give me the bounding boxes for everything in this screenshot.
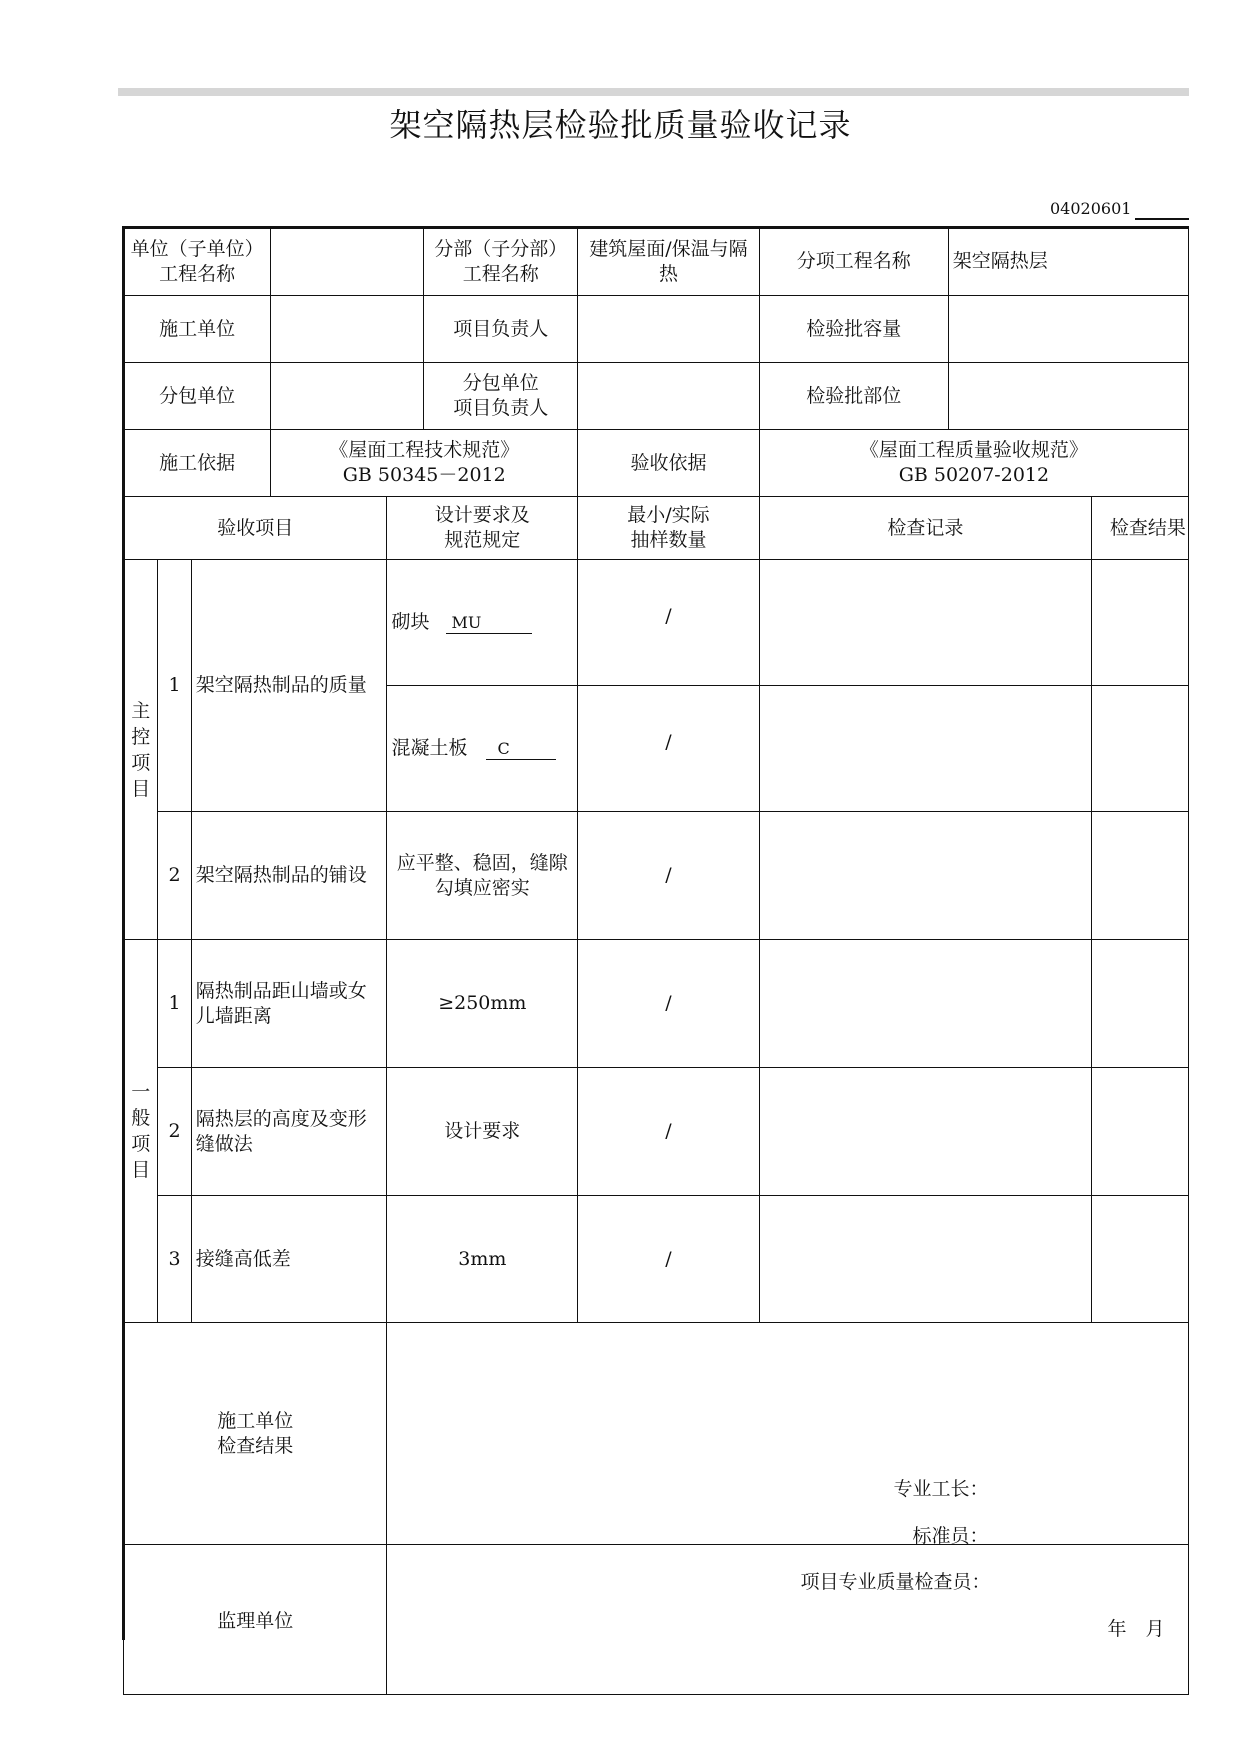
accept-basis-label: 验收依据 (578, 430, 760, 497)
item-name: 隔热层的高度及变形缝做法 (191, 1068, 387, 1196)
code-underline (1135, 218, 1189, 220)
contractor-check-label: 施工单位 检查结果 (124, 1323, 387, 1545)
col-result: 检查结果 (1091, 497, 1188, 560)
contractor-check-signature[interactable] (387, 1323, 1189, 1640)
subpart-name-value[interactable]: 建筑屋面/保温与隔 热 (578, 228, 760, 296)
top-rule (118, 88, 1189, 96)
general-label: 一 般 项 目 (124, 940, 158, 1323)
capacity-value[interactable] (948, 296, 1188, 363)
col-item: 验收项目 (124, 497, 387, 560)
subpart-name-label: 分部（子分部） 工程名称 (424, 228, 578, 296)
subcontractor-label: 分包单位 (124, 363, 271, 430)
record-cell[interactable] (759, 1068, 1091, 1196)
item-number: 1 (158, 940, 191, 1068)
supervisor-label: 监理单位 (124, 1545, 387, 1695)
main-control-label: 主 控 项 目 (124, 560, 158, 940)
sub-pm-label: 分包单位 项目负责人 (424, 363, 578, 430)
requirement-cell: 混凝土板 C (387, 686, 578, 812)
grade-fill[interactable]: C (486, 739, 556, 760)
requirement-cell: 应平整、稳固，缝隙勾填应密实 (387, 812, 578, 940)
foreman-label: 专业工长： (893, 1477, 989, 1500)
column-header-row (124, 497, 1189, 560)
sample-cell: / (578, 940, 760, 1068)
subitem-name-value[interactable]: 架空隔热层 (948, 228, 1188, 296)
contractor-label: 施工单位 (124, 296, 271, 363)
item-name: 接缝高低差 (191, 1196, 387, 1323)
record-table (123, 227, 1189, 1695)
inspector-label: 项目专业质量检查员： (800, 1570, 991, 1593)
sample-cell: / (578, 1196, 760, 1323)
basis-value: 《屋面工程技术规范》 GB 50345－2012 (271, 430, 578, 497)
grade-fill[interactable]: MU (446, 613, 532, 634)
accept-basis-value: 《屋面工程质量验收规范》 GB 50207-2012 (759, 430, 1188, 497)
item-number: 2 (158, 1068, 191, 1196)
requirement-cell: 设计要求 (387, 1068, 578, 1196)
item-name: 架空隔热制品的铺设 (191, 812, 387, 940)
supervisor-row (124, 1545, 1189, 1695)
header-row-unit (124, 228, 1189, 296)
result-cell[interactable] (1091, 1196, 1188, 1323)
item-number: 1 (158, 560, 191, 812)
table-row (124, 1068, 1189, 1196)
table-top-border (123, 226, 1189, 229)
subcontractor-value[interactable] (271, 363, 424, 430)
pm-value[interactable] (578, 296, 760, 363)
requirement-cell: 砌块 MU (387, 560, 578, 686)
location-label: 检验批部位 (759, 363, 948, 430)
item-name: 架空隔热制品的质量 (191, 560, 387, 812)
unit-name-value[interactable] (271, 228, 424, 296)
table-row (124, 560, 1189, 686)
subitem-name-label: 分项工程名称 (759, 228, 948, 296)
sample-cell: / (578, 812, 760, 940)
result-cell[interactable] (1091, 1068, 1188, 1196)
col-sample: 最小/实际 抽样数量 (578, 497, 760, 560)
item-name: 隔热制品距山墙或女儿墙距离 (191, 940, 387, 1068)
date-label: 年 月 (1107, 1617, 1165, 1640)
contractor-value[interactable] (271, 296, 424, 363)
record-cell[interactable] (759, 560, 1091, 686)
col-requirement: 设计要求及 规范规定 (387, 497, 578, 560)
col-record: 检查记录 (759, 497, 1091, 560)
record-cell[interactable] (759, 940, 1091, 1068)
sample-cell: / (578, 1068, 760, 1196)
table-row (124, 812, 1189, 940)
unit-name-label: 单位（子单位） 工程名称 (124, 228, 271, 296)
table-row (124, 1196, 1189, 1323)
record-code: 04020601 (1050, 199, 1132, 218)
record-form (123, 227, 1189, 1640)
item-number: 2 (158, 812, 191, 940)
result-cell[interactable] (1091, 686, 1188, 812)
record-cell[interactable] (759, 686, 1091, 812)
record-cell[interactable] (759, 812, 1091, 940)
requirement-cell: 3mm (387, 1196, 578, 1323)
sub-pm-value[interactable] (578, 363, 760, 430)
requirement-cell: ≥250mm (387, 940, 578, 1068)
result-cell[interactable] (1091, 560, 1188, 686)
capacity-label: 检验批容量 (759, 296, 948, 363)
basis-label: 施工依据 (124, 430, 271, 497)
table-left-border (122, 226, 125, 1640)
result-cell[interactable] (1091, 940, 1188, 1068)
location-value[interactable] (948, 363, 1188, 430)
record-cell[interactable] (759, 1196, 1091, 1323)
header-row-basis (124, 430, 1189, 497)
supervisor-signature[interactable] (387, 1545, 1189, 1695)
standard-label: 标准员： (912, 1524, 989, 1547)
sample-cell: / (578, 686, 760, 812)
item-number: 3 (158, 1196, 191, 1323)
page-title: 架空隔热层检验批质量验收记录 (389, 106, 852, 144)
header-row-subcontractor (124, 363, 1189, 430)
result-cell[interactable] (1091, 812, 1188, 940)
table-row (124, 940, 1189, 1068)
pm-label: 项目负责人 (424, 296, 578, 363)
sample-cell: / (578, 560, 760, 686)
header-row-contractor (124, 296, 1189, 363)
contractor-check-row (124, 1323, 1189, 1545)
